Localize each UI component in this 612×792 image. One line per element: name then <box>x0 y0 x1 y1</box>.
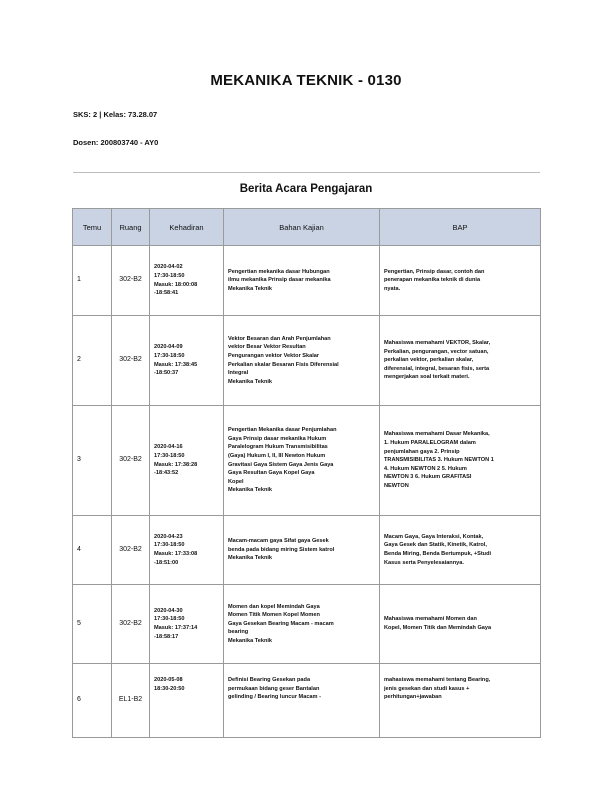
cell-kehadiran-line: Masuk: 17:38:45 <box>154 361 198 368</box>
cell-bahan-kajian-line: Mekanika Teknik <box>228 555 273 562</box>
cell-bahan-kajian-line: gelinding / Bearing luncur Macam - <box>228 694 321 701</box>
course-title: MEKANIKA TEKNIK - 0130 <box>210 72 402 89</box>
cell-bap <box>380 516 541 585</box>
cell-bahan-kajian-line: Gaya Resultan Gaya Kopel Gaya <box>228 470 315 477</box>
cell-temu: 5 <box>73 585 112 664</box>
cell-kehadiran-line: 2020-04-16 <box>154 444 183 451</box>
cell-bap-line: mengerjakan soal terkait materi. <box>384 374 470 381</box>
cell-bahan-kajian-line: Mekanika Teknik <box>228 487 273 494</box>
cell-bap-line: Macam Gaya, Gaya Interaksi, Kontak, <box>384 533 484 540</box>
cell-kehadiran-line: Masuk: 17:37:14 <box>154 625 198 631</box>
cell-bahan-kajian-line: Integral <box>228 370 249 377</box>
cell-kehadiran-line: 2020-04-23 <box>154 533 183 540</box>
cell-bahan-kajian-line: Pengurangan vektor Vektor Skalar <box>228 352 320 359</box>
cell-bap-line: Mahasiswa memahami Momen dan <box>384 616 477 623</box>
cell-bahan-kajian-line: Gaya Prinsip dasar mekanika Hukum <box>228 435 327 442</box>
cell-bahan-kajian <box>224 246 380 316</box>
cell-bap-line: nyata. <box>384 285 401 292</box>
cell-kehadiran <box>150 316 224 406</box>
header-kehadiran: Kehadiran <box>150 209 224 246</box>
section-title: Berita Acara Pengajaran <box>239 183 373 195</box>
cell-kehadiran-line: Masuk: 17:38:28 <box>154 461 198 468</box>
cell-bap <box>380 406 541 516</box>
cell-kehadiran-line: -18:43:52 <box>154 470 179 477</box>
cell-bahan-kajian <box>224 406 380 516</box>
cell-bahan-kajian <box>224 516 380 585</box>
table-row <box>73 516 541 585</box>
cell-bap-line: jenis gesekan dan studi kasus + <box>384 685 470 692</box>
table-header-row <box>73 209 541 246</box>
cell-kehadiran-line: -18:50:37 <box>154 370 179 377</box>
cell-temu: 6 <box>73 664 112 738</box>
cell-kehadiran-line: 2020-04-02 <box>154 264 183 271</box>
table-row <box>73 316 541 406</box>
cell-kehadiran-line: 17:30-18:50 <box>154 542 185 549</box>
cell-kehadiran-line: 2020-04-30 <box>154 607 183 614</box>
header-bahan-kajian: Bahan Kajian <box>224 209 380 246</box>
cell-temu: 2 <box>73 316 112 406</box>
cell-bahan-kajian-line: Mekanika Teknik <box>228 637 273 644</box>
teaching-report-table <box>72 208 541 738</box>
cell-bap-line: diferensial, integral, besaran fisis, serta <box>384 365 490 372</box>
cell-kehadiran-line: 17:30-18:50 <box>154 272 185 279</box>
cell-bap <box>380 316 541 406</box>
cell-kehadiran <box>150 516 224 585</box>
cell-bap-line: 1. Hukum PARALELOGRAM dalam <box>384 440 476 447</box>
cell-bahan-kajian <box>224 585 380 664</box>
cell-kehadiran-line: 17:30-18:50 <box>154 616 185 623</box>
header-ruang: Ruang <box>112 209 150 246</box>
cell-bahan-kajian-line: Mekanika Teknik <box>228 378 273 385</box>
cell-bap-line: Pengertian, Prinsip dasar, contoh dan <box>384 268 485 275</box>
cell-kehadiran-line: 17:30-18:50 <box>154 352 185 359</box>
cell-bap-line: TRANSMISIBILITAS 3. Hukum NEWTON 1 <box>384 457 494 464</box>
cell-bahan-kajian-line: (Gaya) Hukum I, II, III Newton Hukum <box>228 452 326 459</box>
header-bap: BAP <box>380 209 541 246</box>
cell-temu: 3 <box>73 406 112 516</box>
cell-kehadiran <box>150 406 224 516</box>
cell-bahan-kajian-line: benda pada bidang miring Sistem katrol <box>228 546 335 553</box>
cell-bap-line: penjumlahan gaya 2. Prinsip <box>384 448 460 455</box>
course-credits-class: SKS: 2 | Kelas: 73.28.07 <box>73 110 158 119</box>
table-row <box>73 406 541 516</box>
cell-bap-line: Benda Miring, Benda Bertumpuk, +Studi <box>384 551 492 557</box>
cell-kehadiran-line: 2020-05-08 <box>154 677 183 683</box>
cell-ruang: 302-B2 <box>112 516 150 585</box>
cell-bahan-kajian-line: Pengertian mekanika dasar Hubungan <box>228 268 330 275</box>
cell-bahan-kajian-line: ilmu mekanika Prinsip dasar mekanika <box>228 277 331 284</box>
cell-bap-line: Perkalian, pengurangan, vector satuan, <box>384 348 489 355</box>
cell-bahan-kajian-line: Definisi Bearing Gesekan pada <box>228 677 311 683</box>
cell-bap <box>380 585 541 664</box>
cell-bahan-kajian-line: Perkalian skalar Besaran Fisis Diferensial <box>228 361 339 368</box>
cell-bahan-kajian-line: Momen dan kopel Memindah Gaya <box>228 603 320 610</box>
cell-kehadiran-line: Masuk: 18:00:08 <box>154 281 198 288</box>
cell-bahan-kajian-line: Macam-macam gaya Sifat gaya Gesek <box>228 538 329 545</box>
cell-kehadiran-line: 2020-04-09 <box>154 344 183 351</box>
cell-kehadiran <box>150 664 224 738</box>
header-temu: Temu <box>73 209 112 246</box>
cell-bap <box>380 246 541 316</box>
cell-kehadiran <box>150 585 224 664</box>
cell-kehadiran-line: 18:30-20:50 <box>154 685 185 692</box>
cell-bahan-kajian-line: Gravitasi Gaya Sistem Gaya Jenis Gaya <box>228 461 334 468</box>
cell-ruang: 302-B2 <box>112 406 150 516</box>
table-body <box>73 246 541 738</box>
cell-bap-line: perkalian vektor, perkalian skalar, <box>384 357 474 364</box>
cell-bap-line: 4. Hukum NEWTON 2 5. Hukum <box>384 465 467 472</box>
cell-bap-line: perhitungan+jawaban <box>384 694 442 701</box>
table-row <box>73 585 541 664</box>
cell-bap-line: Gaya Gesek dan Statik, Kinetik, Katrol, <box>384 542 487 549</box>
cell-bahan-kajian-line: Paralelogram Hukum Transmisibilitas <box>228 444 328 451</box>
cell-ruang: EL1-B2 <box>112 664 150 738</box>
divider-line <box>73 172 540 173</box>
cell-ruang: 302-B2 <box>112 585 150 664</box>
cell-bahan-kajian-line: permukaan bidang geser Bantalan <box>228 685 320 692</box>
cell-bahan-kajian <box>224 664 380 738</box>
cell-bap-line: mahasiswa memahami tentang Bearing, <box>384 677 491 683</box>
cell-ruang: 302-B2 <box>112 246 150 316</box>
cell-bahan-kajian-line: bearing <box>228 629 249 636</box>
cell-bap-line: Kasus serta Penyelesaiannya. <box>384 559 464 566</box>
cell-bahan-kajian-line: Vektor Besaran dan Arah Penjumlahan <box>228 335 331 342</box>
cell-ruang: 302-B2 <box>112 316 150 406</box>
cell-kehadiran-line: -18:58:17 <box>154 633 179 640</box>
course-lecturer: Dosen: 200803740 - AY0 <box>73 138 159 147</box>
cell-bahan-kajian-line: Mekanika Teknik <box>228 285 273 292</box>
cell-bahan-kajian-line: Momen Titik Momen Kopel Momen <box>228 612 320 619</box>
table-row <box>73 246 541 316</box>
cell-temu: 1 <box>73 246 112 316</box>
cell-bap-line: Mahasiswa memahami VEKTOR, Skalar, <box>384 340 491 347</box>
cell-bap <box>380 664 541 738</box>
cell-temu: 4 <box>73 516 112 585</box>
cell-bahan-kajian-line: Kopel <box>228 478 244 485</box>
cell-bahan-kajian <box>224 316 380 406</box>
cell-kehadiran <box>150 246 224 316</box>
cell-bahan-kajian-line: Gaya Gesekan Bearing Macam - macam <box>228 620 334 627</box>
cell-kehadiran-line: -18:51:00 <box>154 559 179 566</box>
cell-bap-line: Kopel, Momen Titik dan Memindah Gaya <box>384 625 492 631</box>
cell-bap-line: penerapan mekanika teknik di dunia <box>384 277 481 284</box>
cell-bahan-kajian-line: Pengertian Mekanika dasar Penjumlahan <box>228 427 337 434</box>
cell-kehadiran-line: -18:58:41 <box>154 290 179 297</box>
cell-kehadiran-line: Masuk: 17:33:08 <box>154 551 198 557</box>
cell-bap-line: NEWTON <box>384 482 409 489</box>
cell-bap-line: NEWTON 3 6. Hukum GRAFITASI <box>384 474 472 481</box>
cell-bahan-kajian-line: vektor Besar Vektor Resultan <box>228 344 306 351</box>
cell-bap-line: Mahasiswa memahami Dasar Mekanika, <box>384 431 490 438</box>
cell-kehadiran-line: 17:30-18:50 <box>154 452 185 459</box>
table-row <box>73 664 541 738</box>
